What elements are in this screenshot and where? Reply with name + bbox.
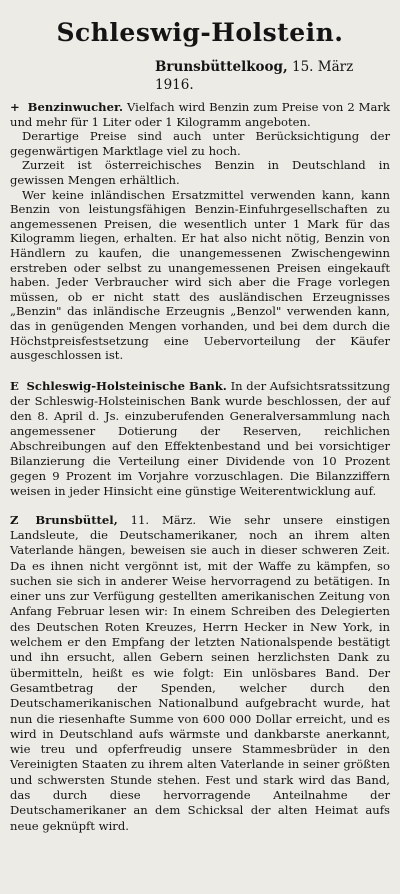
article-text: Wie sehr unsere einstigen Landsleute, die Deutschamerikaner, noch an ihrem alten Vaterlande hängen, beweisen sie auch in dieser schweren Zeit. Da es ihnen nicht vergönnt ist, mit der Waffe zu kämpfen, so suchen sie sich in anderer Weise hervorragend zu betätigen. In einer uns zur Verfügung gestellten amerikanischen Zeitung von Anfang Februar lesen wir: In einem Schreiben des Delegierten des Deutschen Roten Kreuzes, Herrn Hecker in New York, in welchem er den Empfang der letzten Nationalspende bestätigt und ihn ersucht, allen Gebern seinen herzlichsten Dank zu übermitteln, heißt es wie folgt: Ein unlösbares Band. Der Gesamtbetrag der Spenden, welcher durch den Deutschamerikanischen Nationalbund aufgebracht wurde, hat nun die riesenhafte Summe von 600 000 Dollar erreicht, und es wird in Deutschland aufs wärmste und dankbarste anerkannt, wie treu und opferfreudig unsere Stammesbrüder in den Vereinigten Staaten zu ihrem alten Vaterlande in seiner größten und schwersten Stunde stehen. Fest und stark wird das Band, das durch diese hervorragende Anteilnahme der Deutschamerikaner an dem Schicksal der alten Heimat aufs neue geknüpft wird. — [10, 512, 391, 833]
article-text: Vielfach wird Benzin zum Preise von 2 Mark und mehr für 1 Liter oder 1 Kilogramm angeboten. — [10, 100, 390, 129]
dateline-place: Brunsbüttelkoog, — [155, 59, 288, 75]
article-paragraph: Derartige Preise sind auch unter Berücksichtigung der gegenwärtigen Marktlage viel zu hoch. — [10, 129, 390, 158]
article-headline: Benzinwucher. — [27, 100, 124, 114]
article-paragraph — [10, 513, 390, 834]
article-headline: Schleswig-Holsteinische Bank. — [26, 378, 227, 393]
article-paragraph — [10, 100, 390, 129]
article-text: In der Aufsichtsratssitzung der Schleswig-Holsteinischen Bank wurde beschlossen, der auf den 8. April d. Js. einzuberufenden Generalversammlung nach angemessener Dotierung der Reserven, reichlichen Abschreibungen auf den Effektenbestand und bei vorsichtiger Bilanzierung die Verteilung einer Dividende von 10 Prozent gegen 9 Prozent im Vorjahre vorzuschlagen. Die Bilanzziffern weisen in jeder Hinsicht eine günstige Weiterentwicklung auf. — [10, 378, 391, 498]
article-marker: E — [10, 378, 19, 393]
article-paragraph: Wer keine inländischen Ersatzmittel verwenden kann, kann Benzin von leistungsfähigen Benzin-Einfuhrgesellschaften zu angemessenen Preisen, die wesentlich unter 1 Mark für das Kilogramm liegen, erhalten. Er hat also nicht nötig, Benzin von Händlern zu kaufen, die unangemessenen Zwischengewinn erstreben oder selbst zu unangemessenen Preisen eingekauft haben. Jeder Verbraucher wird sich aber die Frage vorlegen müssen, ob er nicht statt des ausländischen Erzeugnisses „Benzin" das inländische Erzeugnis „Benzol" verwenden kann, das in genügenden Mengen vorhanden, und bei dem durch die Höchstpreisfestsetzung eine Uebervorteilung der Käufer ausgeschlossen ist. — [10, 187, 390, 363]
article-marker: Z — [10, 512, 19, 527]
dateline — [10, 58, 390, 94]
article-bank — [10, 379, 390, 499]
article-paragraph: Zurzeit ist österreichisches Benzin in Deutschland in gewissen Mengen erhältlich. — [10, 158, 390, 187]
article-brunsbuettel — [10, 513, 390, 834]
article-marker: + — [10, 100, 20, 114]
article-benzinwucher — [10, 100, 390, 363]
article-date: 11. März. — [130, 512, 197, 527]
section-title: Schleswig-Holstein. — [56, 18, 344, 47]
dateline-date: 15. März 1916. — [155, 59, 354, 93]
article-paragraph — [10, 379, 390, 499]
article-headline: Brunsbüttel, — [35, 512, 118, 527]
